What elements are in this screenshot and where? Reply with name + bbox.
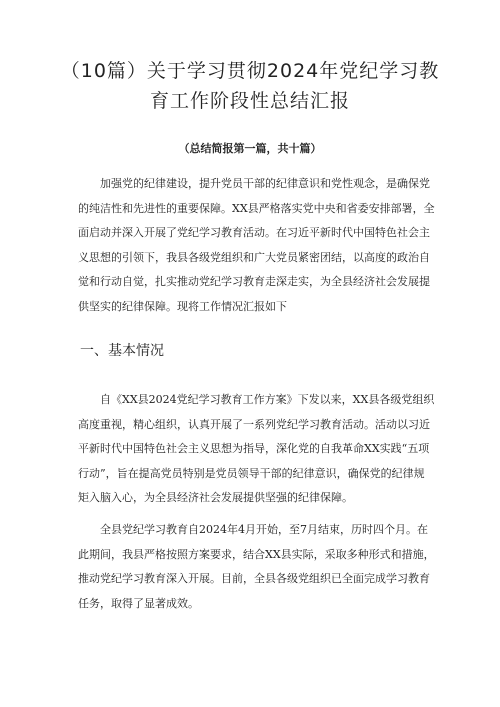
document-title-line-1: （10篇）关于学习贯彻2024年党纪学习教 — [60, 60, 440, 82]
paragraph-line: 供坚实的纪律保障。现将工作情况汇报如下 — [78, 299, 287, 313]
document-subtitle: （总结简报第一篇，共十篇） — [178, 142, 322, 155]
paragraph-line: 此期间，我县严格按照方案要求，结合XX县实际，采取多种形式和措施， — [78, 547, 435, 561]
paragraph-line: 义思想的引领下，我县各级党组织和广大党员紧密团结，以高度的政治自 — [78, 250, 430, 264]
paragraph-line: 矩入脑入心，为全县经济社会发展提供坚强的纪律保障。 — [78, 491, 353, 504]
paragraph-line: 自《XX县2024党纪学习教育工作方案》下发以来，XX县各级党组织 — [100, 393, 435, 406]
paragraph-line: 觉和行动自觉，扎实推动党纪学习教育走深走实，为全县经济社会发展提 — [78, 275, 430, 288]
paragraph-line: 加强党的纪律建设，提升党员干部的纪律意识和党性观念，是确保党 — [100, 177, 430, 190]
document-title-line-2: 育工作阶段性总结汇报 — [149, 90, 350, 112]
intro-paragraph — [78, 172, 435, 319]
section1-paragraph-1 — [78, 388, 435, 511]
paragraph-line: 的纯洁性和先进性的重要保障。XX县严格落实党中央和省委安排部署，全 — [78, 201, 435, 215]
paragraph-line: 平新时代中国特色社会主义思想为指导，深化党的自我革命XX实践“五项 — [78, 442, 430, 455]
paragraph-line: 全县党纪学习教育自2024年4月开始，至7月结束，历时四个月。在 — [100, 523, 428, 536]
section-heading: 一、基本情况 — [80, 343, 164, 359]
paragraph-line: 推动党纪学习教育深入开展。目前，全县各级党组织已全面完成学习教育 — [78, 572, 430, 585]
paragraph-line: 高度重视，精心组织，认真开展了一系列党纪学习教育活动。活动以习近 — [78, 417, 430, 431]
paragraph-line: 行动”，旨在提高党员特别是党员领导干部的纪律意识，确保党的纪律规 — [78, 466, 425, 480]
paragraph-line: 面启动并深入开展了党纪学习教育活动。在习近平新时代中国特色社会主 — [78, 226, 430, 239]
section1-paragraph-2 — [78, 518, 435, 616]
paragraph-line: 任务，取得了显著成效。 — [78, 596, 199, 610]
